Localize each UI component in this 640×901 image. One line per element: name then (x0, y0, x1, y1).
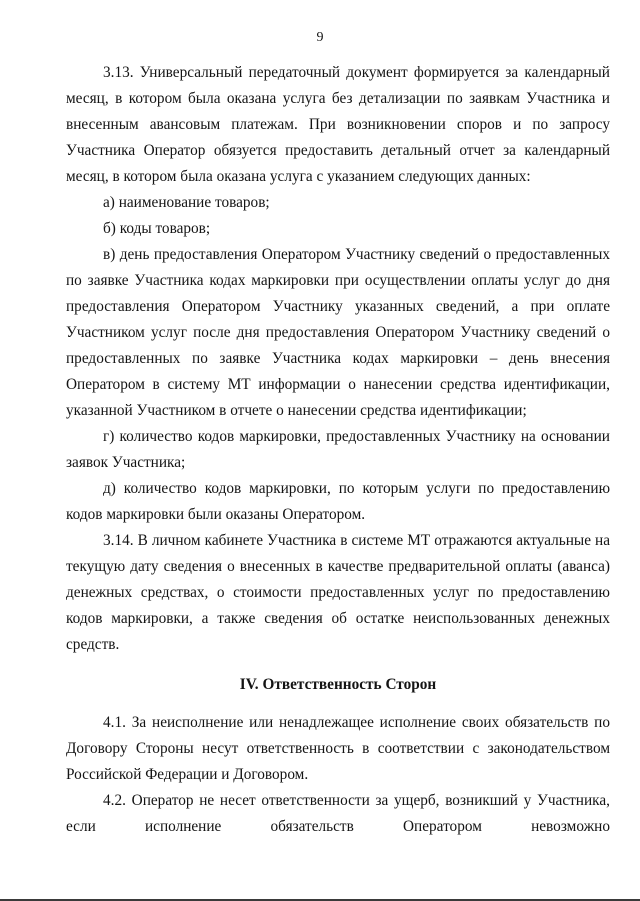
document-body (66, 60, 610, 840)
paragraph-3-14: 3.14. В личном кабинете Участника в системе МТ отражаются актуальные на текущую дату сведения о внесенных в качестве предварительной оплаты (аванса) денежных средствах, о стоимости предоставленных услуг по предоставлению кодов маркировки, а также сведения об остатке неиспользованных денежных средств. (66, 532, 610, 653)
list-item-a: а) наименование товаров; (103, 194, 270, 211)
page-number: 9 (316, 30, 324, 45)
list-item-d: д) количество кодов маркировки, по которым услуги по предоставлению кодов маркировки были оказаны Оператором. (66, 480, 610, 523)
paragraph-4-1: 4.1. За неисполнение или ненадлежащее исполнение своих обязательств по Договору Стороны несут ответственность в соответствии с законодательством Российской Федерации и Договором. (66, 714, 610, 783)
list-item-g: г) количество кодов маркировки, предоставленных Участнику на основании заявок Участника; (66, 428, 610, 471)
paragraph-4-2: 4.2. Оператор не несет ответственности за ущерб, возникший у Участника, если исполнение обязательств Оператором невозможно (66, 792, 610, 835)
list-item-v: в) день предоставления Оператором Участнику сведений о предоставленных по заявке Участника кодах маркировки при осуществлении оплаты услуг до дня предоставления Оператором Участнику указанных сведений, а при оплате Участником услуг после дня предоставления Оператором Участнику сведений о предоставленных по заявке Участника кодах маркировки – день внесения Оператором в систему МТ информации о нанесении средства идентификации, указанной Участником в отчете о нанесении средства идентификации; (66, 246, 610, 419)
list-item-b: б) коды товаров; (103, 220, 211, 237)
paragraph-3-13: 3.13. Универсальный передаточный документ формируется за календарный месяц, в котором была оказана услуга без детализации по заявкам Участника и внесенным авансовым платежам. При возникновении споров и по запросу Участника Оператор обязуется предоставить детальный отчет за календарный месяц, в котором была оказана услуга с указанием следующих данных: (66, 64, 610, 185)
section-heading-iv: IV. Ответственность Сторон (239, 676, 437, 693)
